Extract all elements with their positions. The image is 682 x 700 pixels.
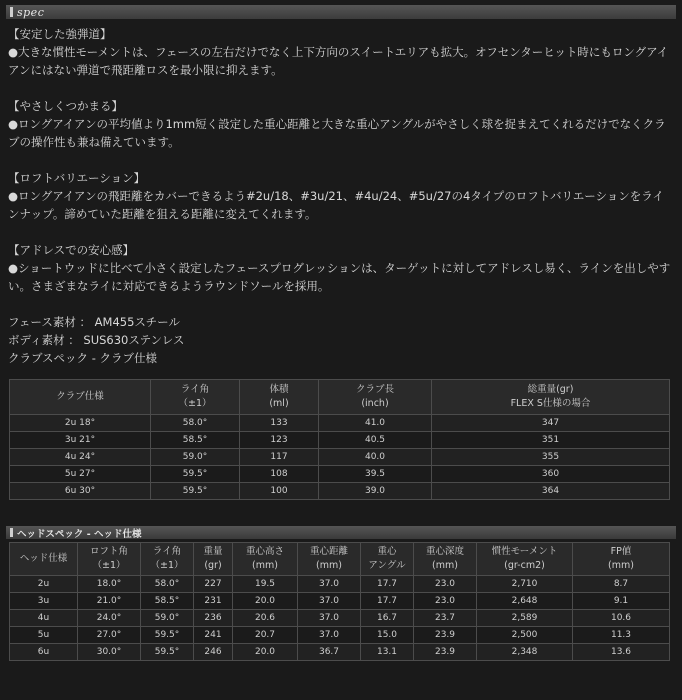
club-table-cell: 360	[432, 466, 670, 483]
head-table-row	[10, 593, 670, 610]
club-table-cell: 3u 21°	[10, 432, 151, 449]
spec-content	[0, 19, 682, 367]
head-table-cell: 241	[194, 627, 233, 644]
club-table-header-cell: 体積 (ml)	[240, 380, 319, 415]
feature-heading: 【ロフトバリエーション】	[8, 171, 146, 185]
head-table-cell: 9.1	[573, 593, 670, 610]
head-table-cell: 27.0°	[78, 627, 141, 644]
head-table-cell: 19.5	[233, 576, 298, 593]
club-table-cell: 123	[240, 432, 319, 449]
head-table-row	[10, 610, 670, 627]
club-table-cell: 4u 24°	[10, 449, 151, 466]
materials-block	[8, 313, 674, 367]
head-table-cell: 231	[194, 593, 233, 610]
head-table-cell: 2,589	[477, 610, 573, 627]
feature-body: ●ロングアイアンの飛距離をカバーできるよう#2u/18、#3u/21、#4u/24、#5u/27の4タイプのロフトバリエーションをラインナップ。諦めていた距離を狙える距離に変えてくれます。	[8, 189, 664, 221]
head-table-row	[10, 644, 670, 661]
head-table-cell: 23.0	[414, 576, 477, 593]
head-table-header-cell: ライ角 （±1）	[141, 543, 194, 576]
club-table-cell: 39.5	[319, 466, 432, 483]
head-table-cell: 13.6	[573, 644, 670, 661]
head-table-cell: 2,348	[477, 644, 573, 661]
head-table-cell: 2,500	[477, 627, 573, 644]
head-table-cell: 59.0°	[141, 610, 194, 627]
head-table-header-cell: FP値 (mm)	[573, 543, 670, 576]
head-table-header-cell: ロフト角 （±1）	[78, 543, 141, 576]
head-table-cell: 24.0°	[78, 610, 141, 627]
club-table-cell: 2u 18°	[10, 415, 151, 432]
club-table-header-cell: クラブ仕様	[10, 380, 151, 415]
head-table-cell: 5u	[10, 627, 78, 644]
head-table-cell: 246	[194, 644, 233, 661]
head-table-cell: 37.0	[298, 576, 361, 593]
club-table-cell: 39.0	[319, 483, 432, 500]
feature-heading: 【安定した強弾道】	[8, 27, 112, 41]
club-table-cell: 59.5°	[151, 466, 240, 483]
head-table-cell: 2u	[10, 576, 78, 593]
club-table-cell: 41.0	[319, 415, 432, 432]
head-table-cell: 4u	[10, 610, 78, 627]
head-table-cell: 23.9	[414, 627, 477, 644]
head-spec-title: ヘッドスペック - ヘッド仕様	[17, 528, 142, 540]
head-table-cell: 37.0	[298, 627, 361, 644]
feature-body: ●ショートウッドに比べて小さく設定したフェースプログレッションは、ターゲットに対してアドレスし易く、ラインを出しやすい。さまざまなライに対応できるようラウンドソールを採用。	[8, 261, 671, 293]
club-table-header-row	[10, 380, 670, 415]
head-table-cell: 37.0	[298, 610, 361, 627]
head-table-cell: 17.7	[361, 593, 414, 610]
head-table-cell: 13.1	[361, 644, 414, 661]
head-table-cell: 58.0°	[141, 576, 194, 593]
head-table-cell: 236	[194, 610, 233, 627]
head-table-cell: 23.9	[414, 644, 477, 661]
face-material: フェース素材 ： AM455スチール	[8, 315, 180, 329]
feature-heading: 【アドレスでの安心感】	[8, 243, 135, 257]
head-table-header-cell: 慣性モーメント (gr-cm2)	[477, 543, 573, 576]
club-table-cell: 40.5	[319, 432, 432, 449]
club-table-row	[10, 466, 670, 483]
feature-block-easy-catch	[8, 97, 674, 151]
head-table-header-cell: 重心 アングル	[361, 543, 414, 576]
head-spec-header	[6, 526, 676, 539]
header-bar-icon	[10, 528, 13, 537]
feature-body: ●ロングアイアンの平均値より1mm短く設定した重心距離と大きな重心アングルがやさしく球を捉まえてくれるだけでなくクラブの操作性も兼ね備えています。	[8, 117, 666, 149]
head-table-header-cell: 重心距離 (mm)	[298, 543, 361, 576]
head-table-row	[10, 576, 670, 593]
head-table-cell: 37.0	[298, 593, 361, 610]
head-table-header-cell: 重量 (gr)	[194, 543, 233, 576]
feature-block-loft-variation	[8, 169, 674, 223]
club-table-cell: 347	[432, 415, 670, 432]
feature-heading: 【やさしくつかまる】	[8, 99, 123, 113]
feature-block-address	[8, 241, 674, 295]
club-table-cell: 133	[240, 415, 319, 432]
club-table-cell: 6u 30°	[10, 483, 151, 500]
club-table-cell: 351	[432, 432, 670, 449]
header-bar-icon	[10, 7, 13, 17]
head-table-cell: 3u	[10, 593, 78, 610]
head-table-cell: 6u	[10, 644, 78, 661]
club-table-cell: 59.0°	[151, 449, 240, 466]
head-table-cell: 10.6	[573, 610, 670, 627]
head-table-cell: 20.0	[233, 644, 298, 661]
head-table-cell: 2,710	[477, 576, 573, 593]
club-table-row	[10, 415, 670, 432]
head-table-cell: 20.7	[233, 627, 298, 644]
club-table-row	[10, 449, 670, 466]
head-table-cell: 8.7	[573, 576, 670, 593]
head-table-cell: 59.5°	[141, 644, 194, 661]
club-table-cell: 58.0°	[151, 415, 240, 432]
head-table-cell: 18.0°	[78, 576, 141, 593]
club-table-cell: 100	[240, 483, 319, 500]
head-table-cell: 20.6	[233, 610, 298, 627]
club-table-cell: 355	[432, 449, 670, 466]
head-table-header-cell: ヘッド仕様	[10, 543, 78, 576]
head-table-cell: 59.5°	[141, 627, 194, 644]
spec-title: spec	[17, 5, 45, 19]
club-table-cell: 364	[432, 483, 670, 500]
head-table-cell: 58.5°	[141, 593, 194, 610]
club-table-row	[10, 432, 670, 449]
head-table-cell: 30.0°	[78, 644, 141, 661]
head-table-cell: 2,648	[477, 593, 573, 610]
head-table-cell: 36.7	[298, 644, 361, 661]
club-table-cell: 117	[240, 449, 319, 466]
head-table-cell: 21.0°	[78, 593, 141, 610]
club-table-cell: 40.0	[319, 449, 432, 466]
feature-body: ●大きな慣性モーメントは、フェースの左右だけでなく上下方向のスイートエリアも拡大。オフセンターヒット時にもロングアイアンにはない弾道で飛距離ロスを最小限に抑えます。	[8, 45, 669, 77]
club-table-header-cell: ライ角 （±1）	[151, 380, 240, 415]
head-table-cell: 16.7	[361, 610, 414, 627]
head-table-cell: 11.3	[573, 627, 670, 644]
club-table-cell: 58.5°	[151, 432, 240, 449]
club-table-header-cell: クラブ長 (inch)	[319, 380, 432, 415]
head-table-cell: 227	[194, 576, 233, 593]
club-table-row	[10, 483, 670, 500]
spec-section-header	[6, 5, 676, 19]
club-table-header-cell: 総重量(gr) FLEX S仕様の場合	[432, 380, 670, 415]
head-table-cell: 23.0	[414, 593, 477, 610]
head-table-cell: 20.0	[233, 593, 298, 610]
head-table-header-cell: 重心高さ (mm)	[233, 543, 298, 576]
club-spec-label: クラブスペック - クラブ仕様	[8, 351, 157, 365]
head-table-row	[10, 627, 670, 644]
club-spec-table	[9, 379, 670, 500]
head-table-cell: 23.7	[414, 610, 477, 627]
head-spec-table	[9, 542, 670, 661]
feature-block-stable-trajectory	[8, 25, 674, 79]
head-table-cell: 17.7	[361, 576, 414, 593]
head-table-header-cell: 重心深度 (mm)	[414, 543, 477, 576]
body-material: ボディ素材 ： SUS630ステンレス	[8, 333, 185, 347]
club-table-cell: 59.5°	[151, 483, 240, 500]
club-table-cell: 108	[240, 466, 319, 483]
head-table-header-row	[10, 543, 670, 576]
club-table-cell: 5u 27°	[10, 466, 151, 483]
head-table-cell: 15.0	[361, 627, 414, 644]
